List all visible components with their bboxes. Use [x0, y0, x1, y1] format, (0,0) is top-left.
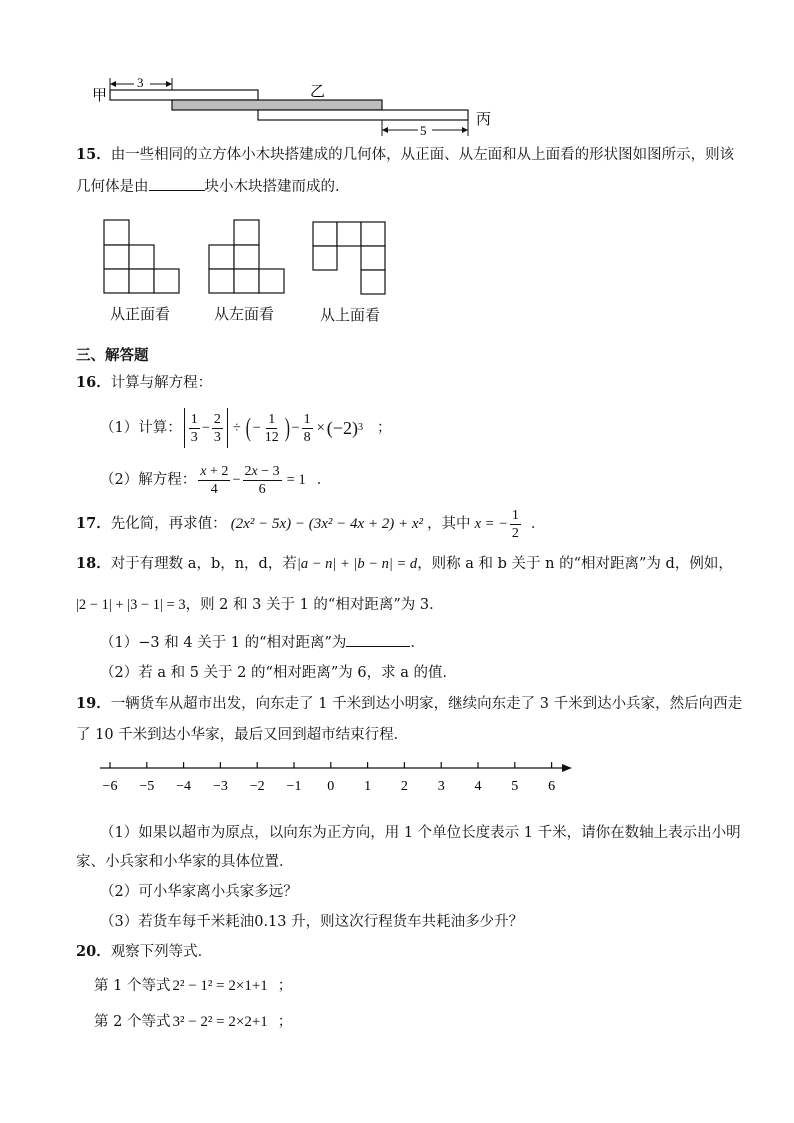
q15-line2: [76, 176, 350, 197]
q15-number: 15: [76, 146, 97, 163]
q15-text2a: 几何体是由: [76, 179, 149, 195]
number-line: [96, 758, 576, 798]
number-line-label: 1: [364, 779, 372, 794]
q19-line1: 19．一辆货车从超市出发，向东走了 1 千米到达小明家，继续向东走了 3 千米到达小兵家，然后向西走: [76, 695, 743, 712]
number-line-label: 5: [511, 779, 519, 794]
q19-part1-line1: （1）如果以超市为原点，以向东为正方向，用 1 个单位长度表示 1 千米，请你在数轴上表示出小明: [100, 825, 741, 841]
q20-number: 20: [76, 943, 97, 960]
q19-part2: （2）可小华家离小兵家多远？: [100, 884, 298, 900]
q20-eq2-label: 第 2 个等式: [94, 1014, 171, 1030]
dim-label-5: 5: [420, 123, 427, 138]
q17-end: ．: [530, 516, 546, 532]
number-line-label: 6: [548, 779, 556, 794]
q16-title: 计算与解方程：: [110, 375, 213, 391]
view-label-front: 从正面看: [110, 305, 171, 323]
segment-figure: [88, 74, 508, 144]
number-line-label: −2: [249, 779, 265, 794]
q18-number: 18: [76, 555, 97, 572]
q19-part1-line2: 家、小兵家和小华家的具体位置．: [76, 854, 294, 870]
q18-p1-end: ．: [410, 635, 425, 651]
q20-eq2: 3² − 2² = 2×2+1: [172, 1014, 268, 1030]
number-line-label: −1: [286, 779, 302, 794]
top-view: [313, 222, 385, 294]
q17-text-a: 先化简，再求值：: [110, 516, 227, 532]
q20-eq1-line: [94, 976, 292, 996]
q16-title-line: 16．计算与解方程：: [76, 374, 213, 391]
q17-line: 17 ． 先化简，再求值： (2x² − 5x) − (3x² − 4x + 2) + x² ，其中 x = − $\frac{1}{2}$ ．: [76, 507, 546, 541]
left-view: [209, 220, 284, 293]
number-line-label: 4: [474, 779, 482, 794]
arrow-left-icon: [382, 127, 388, 133]
q16-p2-end: ．: [316, 472, 332, 488]
arrow-right-icon: [462, 127, 468, 133]
q20-eq2-line: [94, 1012, 292, 1032]
q19-part3: （3）若货车每千米耗油0.13 升，则这次行程货车共耗油多少升？: [100, 914, 524, 930]
q17-number: 17: [76, 515, 97, 532]
q15-line1: 15．由一些相同的立方体小木块搭建成的几何体，从正面、从左面和从上面看的形状图如图所示，则该: [76, 146, 735, 163]
q18-text1a: 对于有理数 a，b，n，d，若: [110, 556, 297, 572]
q18-line1: 18．对于有理数 a，b，n，d，若|a − n| + |b − n| = d，则称 a 和 b 关于 n 的“相对距离”为 d，例如，: [76, 555, 733, 572]
segment-bing: [258, 110, 468, 120]
q20-title-line: 20．观察下列等式．: [76, 943, 213, 960]
q18-p1: （1）−3 和 4 关于 1 的“相对距离”为: [100, 635, 347, 651]
q18-part1: [100, 632, 425, 653]
q20-eq1-end: ；: [277, 978, 293, 994]
label-jia: 甲: [92, 88, 108, 104]
q18-expr1: |a − n| + |b − n| = d: [296, 556, 418, 572]
q18-expr2: |2 − 1| + |3 − 1| = 3: [76, 597, 186, 613]
q16-part2: （2）解方程： $\frac{x + 2}{4}$ − $\frac{2x - 3}{6}$ = 1 ．: [100, 463, 332, 497]
number-line-label: 3: [437, 779, 445, 794]
q16-p1-end: ；: [376, 420, 392, 436]
front-view: [104, 220, 179, 293]
label-bing: 丙: [476, 112, 492, 128]
q17-expression: (2x² − 5x) − (3x² − 4x + 2) + x²: [230, 516, 424, 532]
q15-answer-blank[interactable]: [149, 176, 205, 191]
q17-condition: x = −: [474, 516, 508, 532]
arrow-right-icon: [562, 764, 572, 772]
number-line-label: −3: [212, 779, 228, 794]
q19-text1: 一辆货车从超市出发，向东走了 1 千米到达小明家，继续向东走了 3 千米到达小兵家，然后向西走: [110, 696, 743, 712]
q19-number: 19: [76, 695, 97, 712]
number-line-label: −6: [102, 779, 118, 794]
arrow-left-icon: [110, 81, 116, 87]
q18-part2: （2）若 a 和 5 关于 2 的“相对距离”为 6，求 a 的值．: [100, 665, 457, 681]
q20-title: 观察下列等式．: [110, 944, 213, 960]
q20-eq1: 2² − 1² = 2×1+1: [172, 978, 268, 994]
q16-part1: （1）计算： $\frac{1}{3}$ − $\frac{2}{3}$ ÷ ( − $\frac{1}{12}$ ) − $\frac{1}{8}$ × (−2) 3 ；: [100, 406, 391, 450]
q20-eq1-label: 第 1 个等式: [94, 978, 171, 994]
q20-eq2-end: ；: [277, 1014, 293, 1030]
view-label-top: 从上面看: [320, 306, 381, 324]
number-line-label: −5: [139, 779, 155, 794]
q17-text-b: ，其中: [427, 516, 471, 532]
arrow-right-icon: [166, 81, 172, 87]
number-line-label: 2: [400, 779, 408, 794]
q18-text2b: ，则 2 和 3 关于 1 的“相对距离”为 3．: [185, 597, 444, 613]
q16-number: 16: [76, 374, 97, 391]
q16-p2-label: （2）解方程：: [100, 472, 197, 488]
q16-p1-label: （1）计算：: [100, 420, 182, 436]
q19-line2: 了 10 千米到达小华家，最后又回到超市结束行程．: [76, 727, 409, 743]
dim-label-3: 3: [137, 75, 144, 90]
segment-yi: [172, 100, 382, 110]
label-yi: 乙: [310, 84, 326, 100]
q18-text1b: ，则称 a 和 b 关于 n 的“相对距离”为 d，例如，: [417, 556, 733, 572]
view-label-left: 从左面看: [214, 305, 275, 323]
q15-text2b: 块小木块搭建而成的．: [204, 179, 350, 195]
segment-jia: [110, 90, 258, 100]
q18-answer-blank[interactable]: [346, 632, 410, 647]
number-line-label: 0: [327, 779, 335, 794]
number-line-label: −4: [176, 779, 192, 794]
q18-line2: [76, 595, 444, 615]
section-title: 三、解答题: [76, 347, 149, 364]
q15-text1: 由一些相同的立方体小木块搭建成的几何体，从正面、从左面和从上面看的形状图如图所示，则该: [110, 147, 735, 163]
